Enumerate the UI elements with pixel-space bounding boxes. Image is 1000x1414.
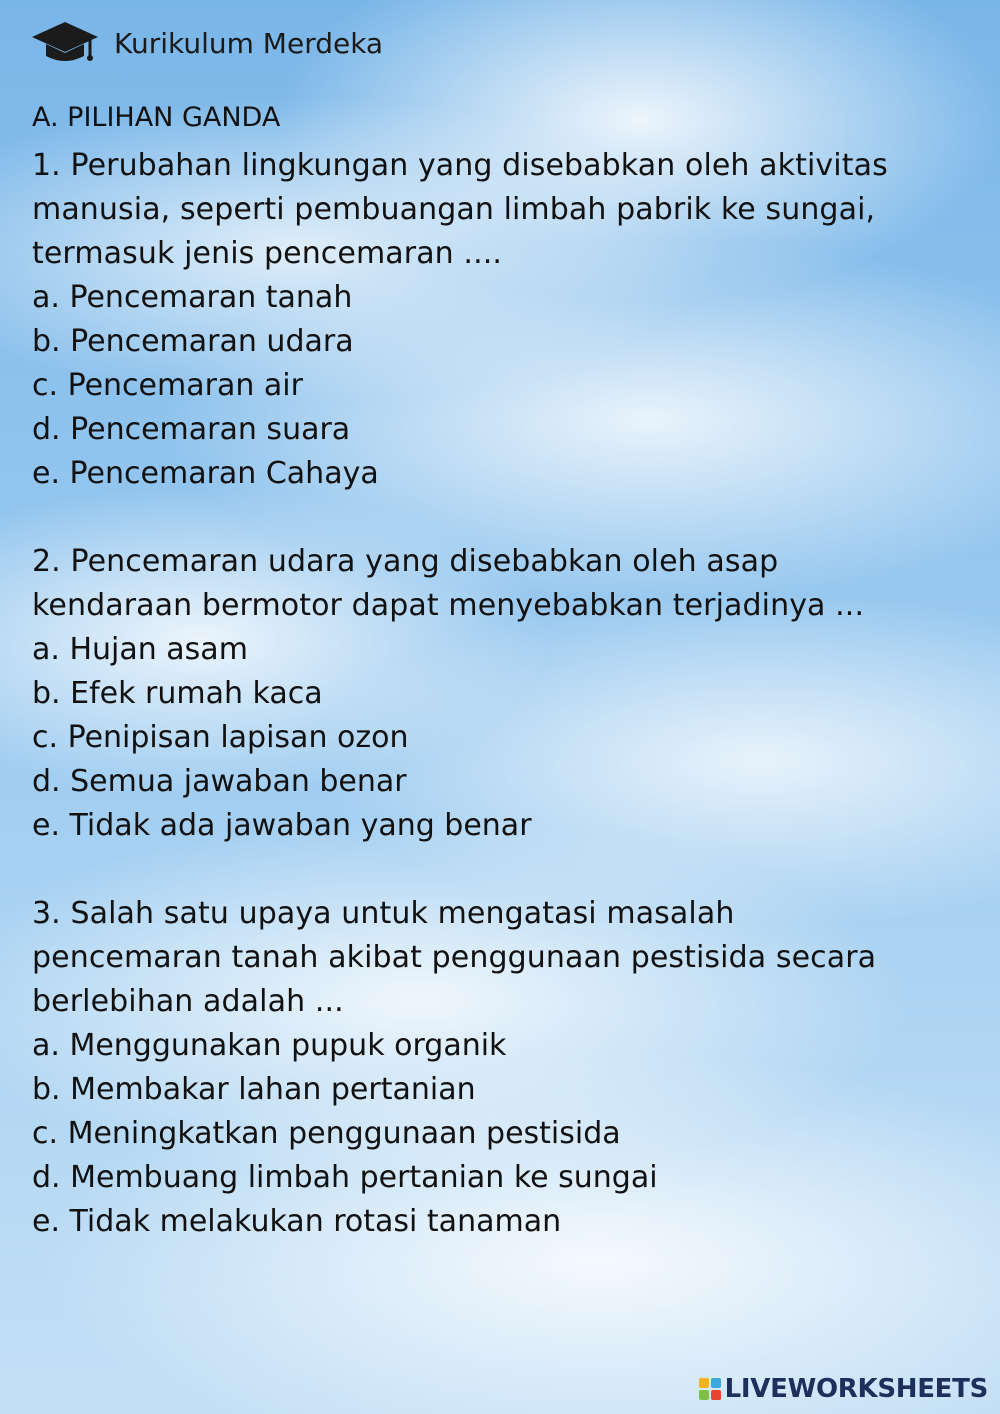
answer-option: b. Membakar lahan pertanian [32,1072,476,1107]
question-text-line: berlebihan adalah ... [32,984,344,1019]
question-text-line: termasuk jenis pencemaran .... [32,236,502,271]
header [30,18,383,68]
question-text-line: manusia, seperti pembuangan limbah pabrik ke sungai, [32,192,876,227]
answer-option: b. Pencemaran udara [32,324,354,359]
liveworksheets-logo-icon [699,1378,721,1400]
question-text-line: 3. Salah satu upaya untuk mengatasi masalah [32,896,735,931]
section-title: A. PILIHAN GANDA [32,102,281,133]
answer-option: c. Penipisan lapisan ozon [32,720,409,755]
question-list [32,144,972,1244]
graduation-cap-icon [30,18,100,68]
answer-option: a. Menggunakan pupuk organik [32,1028,507,1063]
answer-option: b. Efek rumah kaca [32,676,323,711]
answer-option: c. Pencemaran air [32,368,303,403]
answer-option: e. Pencemaran Cahaya [32,456,379,491]
answer-option: d. Semua jawaban benar [32,764,407,799]
answer-option: c. Meningkatkan penggunaan pestisida [32,1116,621,1151]
question-1 [32,144,972,496]
answer-option: e. Tidak melakukan rotasi tanaman [32,1204,562,1239]
worksheet-content [32,96,972,1288]
question-3 [32,892,972,1244]
logo-text: LIVEWORKSHEETS [724,1374,988,1404]
question-2 [32,540,972,848]
answer-option: a. Hujan asam [32,632,248,667]
question-text-line: pencemaran tanah akibat penggunaan pestisida secara [32,940,877,975]
answer-option: a. Pencemaran tanah [32,280,353,315]
liveworksheets-logo [699,1372,988,1406]
answer-option: e. Tidak ada jawaban yang benar [32,808,532,843]
question-text-line: kendaraan bermotor dapat menyebabkan terjadinya ... [32,588,865,623]
answer-option: d. Membuang limbah pertanian ke sungai [32,1160,658,1195]
question-text-line: 1. Perubahan lingkungan yang disebabkan oleh aktivitas [32,148,888,183]
header-title: Kurikulum Merdeka [114,26,384,60]
answer-option: d. Pencemaran suara [32,412,351,447]
question-text-line: 2. Pencemaran udara yang disebabkan oleh asap [32,544,779,579]
